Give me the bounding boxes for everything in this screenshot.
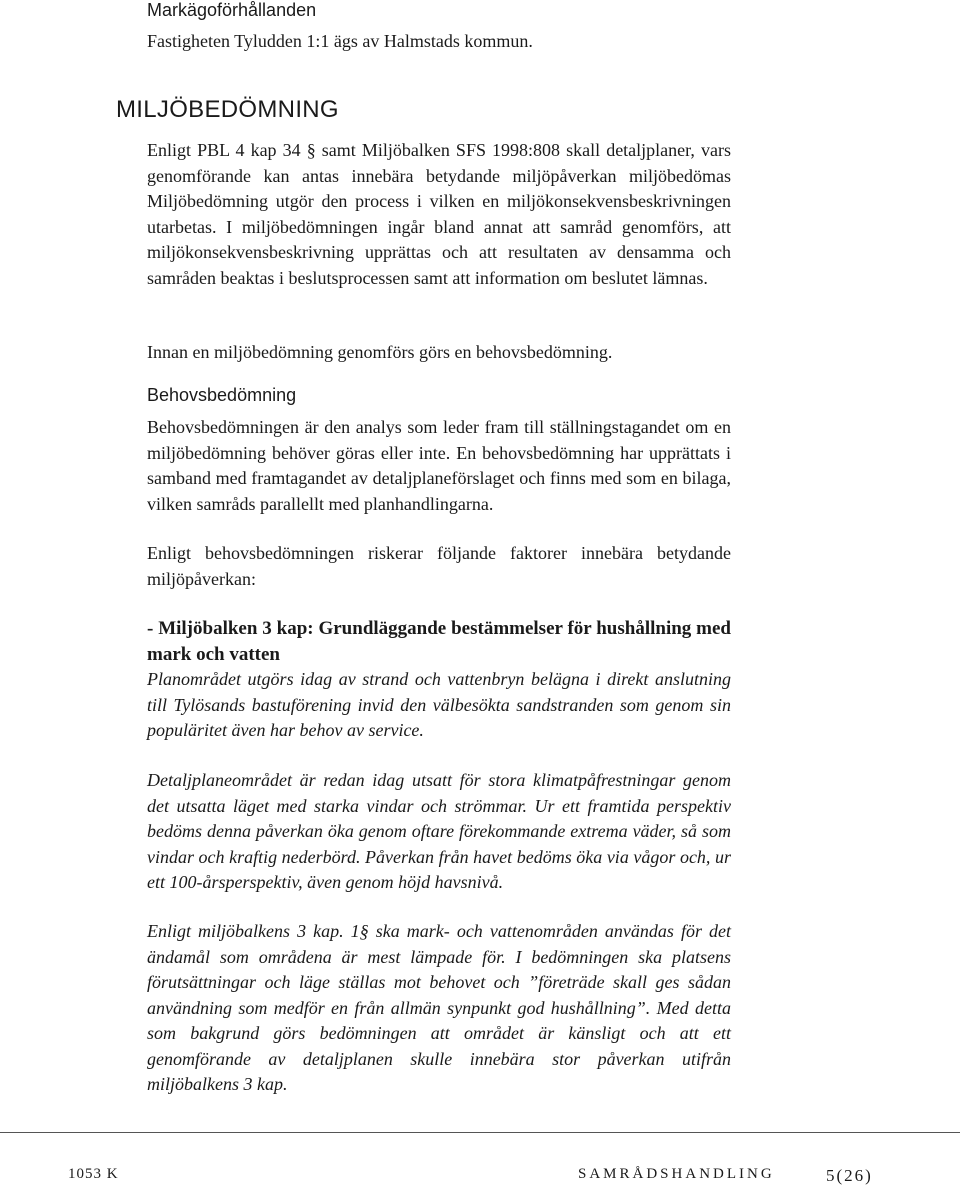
environmental-assessment-paragraph: Enligt PBL 4 kap 34 § samt Miljöbalken SFS 1998:808 skall detaljplaner, vars genomförande kan antas innebära betydande miljöpåverkan miljöbedömas Miljöbedömning utgör den process i vilken en miljökonsekvensbeskrivningen utarbetas. I miljöbedömningen ingår bland annat att samråd genomförs, att miljökonsekvensbeskrivning upprättas och att resultaten av densamma och samråden beaktas i beslutsprocessen samt att information om beslutet lämnas. xyxy=(147,140,731,288)
ownership-text: Fastigheten Tyludden 1:1 ägs av Halmstads kommun. xyxy=(147,31,533,51)
section-heading-environmental-assessment: MILJÖBEDÖMNING xyxy=(116,96,339,123)
document-type: SAMRÅDSHANDLING xyxy=(578,1166,775,1182)
section-heading-needs-assessment: Behovsbedömning xyxy=(147,385,297,405)
needs-assessment-intro: Innan en miljöbedömning genomförs görs en behovsbedömning. xyxy=(147,342,613,362)
environmental-code-heading: - Miljöbalken 3 kap: Grundläggande bestämmelser för hushållning med mark och vatten xyxy=(147,618,731,665)
document-number: 1053 K xyxy=(68,1166,119,1182)
risk-factors-intro: Enligt behovsbedömningen riskerar följande faktorer innebära betydande miljöpåverkan: xyxy=(147,543,731,589)
needs-assessment-paragraph: Behovsbedömningen är den analys som leder fram till ställningstagandet om en miljöbedömning behöver göras eller inte. En behovsbedömning har upprättats i samband med framtagandet av detaljplaneförslaget och finns med som en bilaga, vilken samråds parallellt med planhandlingarna. xyxy=(147,417,731,514)
climate-impact-paragraph: Detaljplaneområdet är redan idag utsatt för stora klimatpåfrestningar genom det utsatta läget med starka vindar och strömmar. Ur ett framtida perspektiv bedöms denna påverkan öka genom oftare förekommande extrema väder, så som vindar och kraftig nederbörd. Påverkan från havet bedöms öka via vågor och, ur ett 100-årsperspektiv, även genom höjd havsnivå. xyxy=(147,770,731,892)
section-heading-ownership: Markägoförhållanden xyxy=(147,0,317,20)
land-use-paragraph: Enligt miljöbalkens 3 kap. 1§ ska mark- och vattenområden användas för det ändamål som områdena är mest lämpade för. I bedömningen ska platsens förutsättningar och läge ställas mot behovet och ”företräde skall ges sådan användning som medför en från allmän synpunkt god hushållning”. Med detta som bakgrund görs bedömningen att området är känsligt och att ett genomförande av detaljplanen skulle innebära stor påverkan utifrån miljöbalkens 3 kap. xyxy=(147,921,731,1094)
plan-area-paragraph: Planområdet utgörs idag av strand och vattenbryn belägna i direkt anslutning till Tylösands bastuförening invid den välbesökta sandstranden som genom sin populäritet även har behov av service. xyxy=(147,669,731,740)
footer-divider xyxy=(0,1132,960,1133)
page-number: 5(26) xyxy=(826,1166,873,1185)
